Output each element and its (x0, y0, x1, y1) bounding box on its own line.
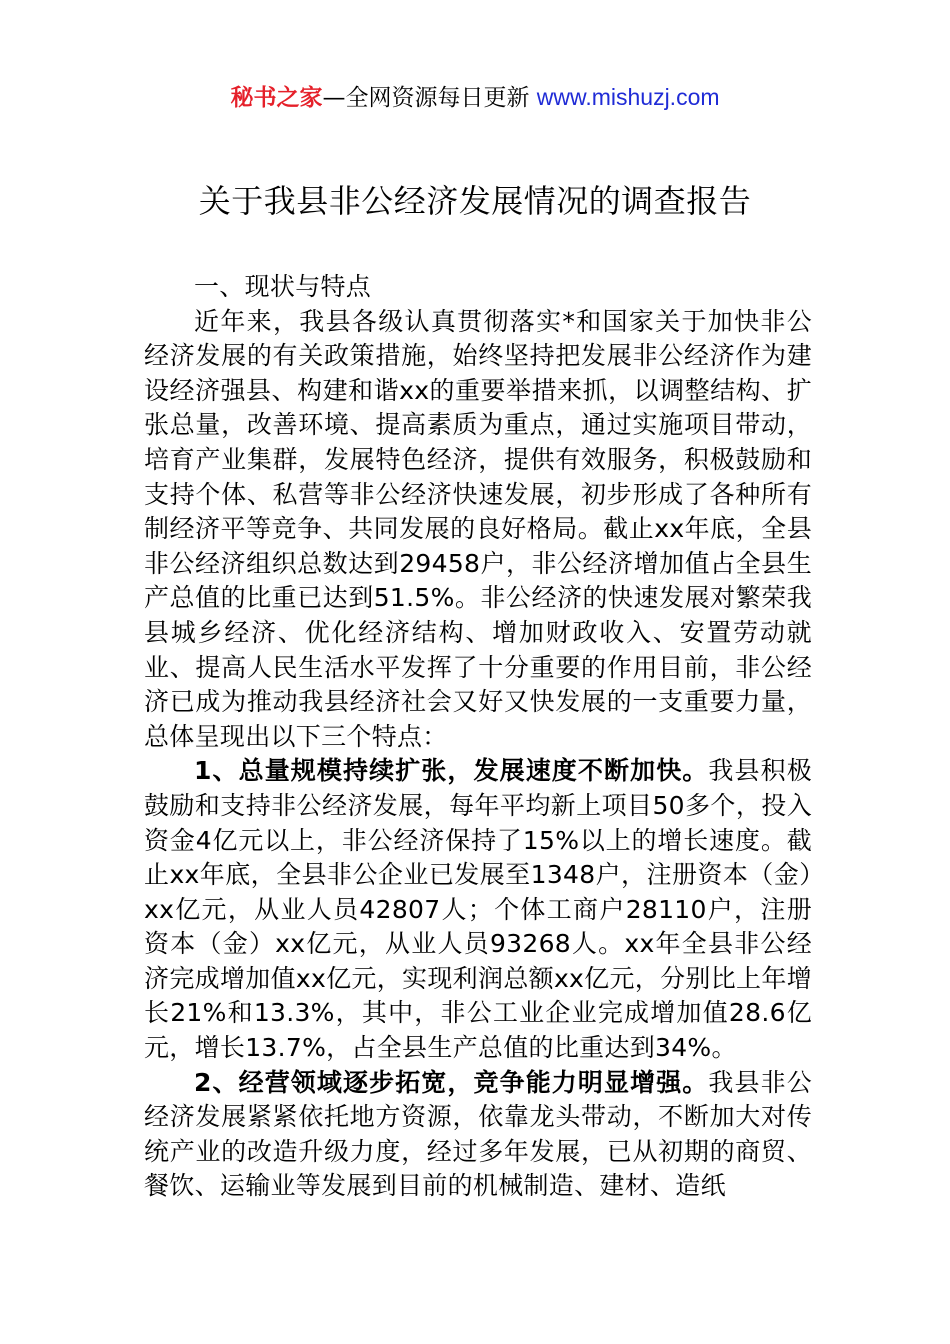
point-2-body: 我县非公经济发展紧紧依托地方资源，依靠龙头带动，不断加大对传统产业的改造升级力度，经过多年发展，已从初期的商贸、餐饮、运输业等发展到目前的机械制造、建材、造纸 (144, 1067, 812, 1201)
section-heading: 一、现状与特点 (194, 272, 372, 301)
point-1-title: 1、总量规模持续扩张，发展速度不断加快。 (194, 756, 709, 786)
document-title: 关于我县非公经济发展情况的调查报告 (198, 182, 752, 220)
point-2-title: 2、经营领域逐步拓宽，竞争能力明显增强。 (194, 1067, 709, 1097)
intro-paragraph: 近年来，我县各级认真贯彻落实*和国家关于加快非公经济发展的有关政策措施，始终坚持把发展非公经济作为建设经济强县、构建和谐xx的重要举措来抓，以调整结构、扩张总量，改善环境、提高素质为重点，通过实施项目带动，培育产业集群，发展特色经济，提供有效服务，积极鼓励和支持个体、私营等非公经济快速发展，初步形成了各种所有制经济平等竞争、共同发展的良好格局。截止xx年底，全县非公经济组织总数达到29458户，非公经济增加值占全县生产总值的比重已达到51.5%。非公经济的快速发展对繁荣我县城乡经济、优化经济结构、增加财政收入、安置劳动就业、提高人民生活水平发挥了十分重要的作用目前，非公经济已成为推动我县经济社会又好又快发展的一支重要力量，总体呈现出以下三个特点： (144, 306, 812, 751)
site-header (0, 80, 950, 115)
header-tagline: —全网资源每日更新 (322, 85, 537, 111)
point-1-paragraph (144, 754, 812, 1065)
site-url-link[interactable]: www.mishuzj.com (536, 84, 720, 110)
brand-name: 秘书之家 (230, 85, 323, 111)
point-1-body: 我县积极鼓励和支持非公经济发展，每年平均新上项目50多个，投入资金4亿元以上，非公经济保持了15%以上的增长速度。截止xx年底，全县非公企业已发展至1348户，注册资本（金）xx亿元，从业人员42807人；个体工商户28110户，注册资本（金）xx亿元，从业人员93268人。xx年全县非公经济完成增加值xx亿元，实现利润总额xx亿元，分别比上年增长21%和13.3%，其中，非公工业企业完成增加值28.6亿元，增长13.7%，占全县生产总值的比重达到34%。 (144, 756, 812, 1063)
document-body (144, 270, 812, 1204)
point-2-paragraph (144, 1066, 812, 1204)
